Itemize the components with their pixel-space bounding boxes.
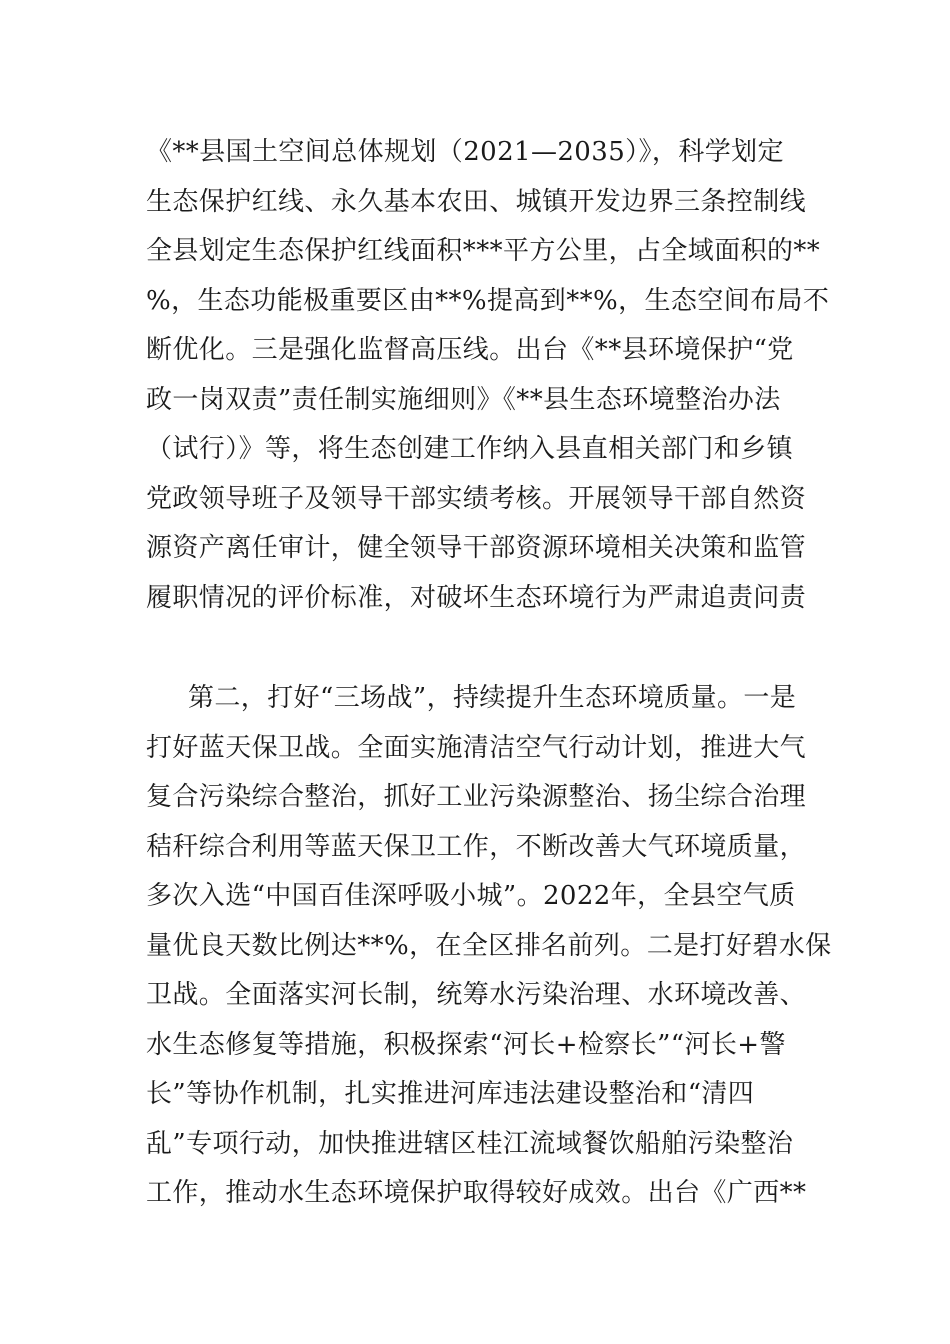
text-line: 乱”专项行动，加快推进辖区桂江流域餐饮船舶污染整治 (146, 1128, 794, 1159)
text-line: 生态保护红线、永久基本农田、城镇开发边界三条控制线 (146, 186, 807, 217)
text-line: 量优良天数比例达**%，在全区排名前列。二是打好碧水保 (146, 930, 832, 961)
text-line: %，生态功能极重要区由**%提高到**%，生态空间布局不 (146, 285, 830, 316)
text-line: 党政领导班子及领导干部实绩考核。开展领导干部自然资 (146, 483, 807, 514)
text-line: 水生态修复等措施，积极探索“河长+检察长”“河长+警 (146, 1029, 786, 1060)
text-line: 断优化。三是强化监督高压线。出台《**县环境保护“党 (146, 335, 794, 365)
paragraph-three-battles (146, 674, 832, 1219)
text-line: 长”等协作机制，扎实推进河库违法建设整治和“清四 (146, 1079, 755, 1109)
text-line: 工作，推动水生态环境保护取得较好成效。出台《广西** (146, 1178, 807, 1208)
text-line: 源资产离任审计，健全领导干部资源环境相关决策和监管 (146, 533, 807, 563)
text-line: 《**县国土空间总体规划（2021—2035）》，科学划定 (146, 137, 784, 167)
text-line-indented: 第二，打好“三场战”，持续提升生态环境质量。一是 (188, 683, 797, 713)
text-line: 履职情况的评价标准，对破坏生态环境行为严肃追责问责 (146, 582, 807, 613)
text-line: 打好蓝天保卫战。全面实施清洁空气行动计划，推进大气 (146, 732, 807, 763)
text-line: 卫战。全面落实河长制，统筹水污染治理、水环境改善、 (146, 980, 807, 1010)
text-line: 政一岗双责”责任制实施细则》《**县生态环境整治办法 (146, 384, 781, 415)
text-line: （试行）》等，将生态创建工作纳入县直相关部门和乡镇 (146, 434, 794, 464)
text-line: 全县划定生态保护红线面积***平方公里，占全域面积的** (146, 236, 821, 266)
text-line: 多次入选“中国百佳深呼吸小城”。2022年，全县空气质 (146, 881, 796, 911)
text-line: 秸秆综合利用等蓝天保卫工作，不断改善大气环境质量， (146, 831, 807, 862)
paragraph-ecology-redline (146, 128, 830, 623)
text-line: 复合污染综合整治，抓好工业污染源整治、扬尘综合治理 (146, 782, 807, 812)
